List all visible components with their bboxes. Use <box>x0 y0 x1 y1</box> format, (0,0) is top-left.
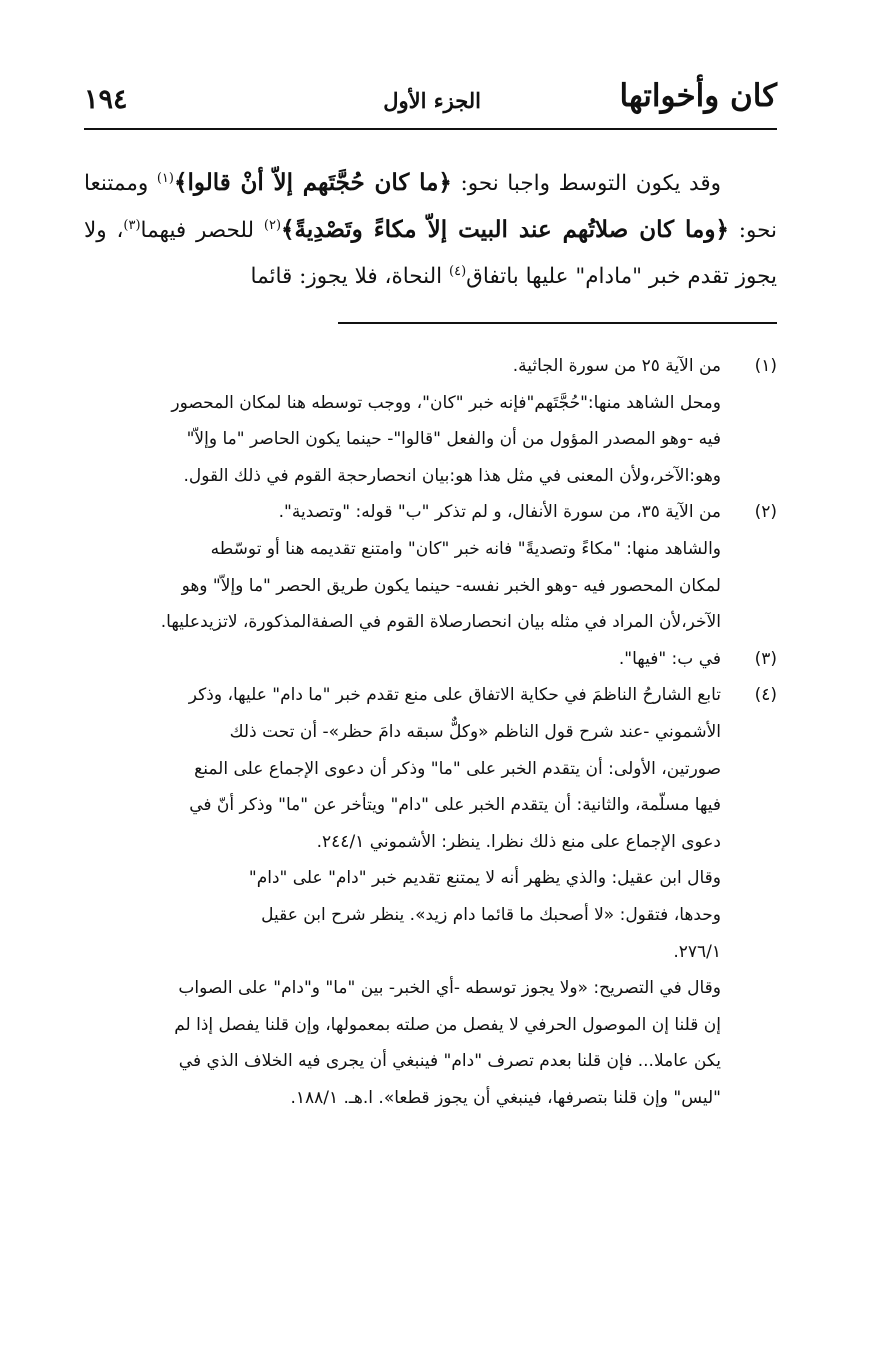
footnotes <box>80 348 777 1116</box>
footnote-line: تابع الشارحُ الناظمَ في حكاية الاتفاق على منع تقدم خبر "ما دام" عليها، وذكر <box>188 685 721 706</box>
footnote-ref-2: (٢) <box>263 217 282 233</box>
footnote-line: "ليس" وإن قلنا بتصرفها، فينبغي أن يجوز قطعا». ا.هـ. ١٨٨/١. <box>290 1087 721 1108</box>
quran-quote-1: ﴿ما كان حُجَّتَهم إلاّ أنْ قالوا﴾ <box>173 169 452 196</box>
footnote-line: إن قلنا إن الموصول الحرفي لا يفصل من صلته بمعمولها، وإن قلنا يفصل إذا لم <box>174 1014 721 1035</box>
quran-quote-2: ﴿وما كان صلاتُهم عند البيت إلاّ مكاءً وتَصْدِيةً﴾ <box>281 216 729 243</box>
main-text <box>84 160 777 300</box>
footnote-number: (٣) <box>754 648 777 669</box>
running-head <box>84 78 777 126</box>
footnote-number: (١) <box>754 356 777 376</box>
footnote-line: فيها مسلّمة، والثانية: أن يتقدم الخبر على "دام" ويتأخر عن "ما" وذكر أنّ في <box>189 795 721 816</box>
footnote-line: والشاهد منها: "مكاءً وتصديةً" فانه خبر "كان" وامتنع تقديمه هنا أو توسّطه <box>210 538 721 559</box>
chapter-title: كان وأخواتها <box>619 78 777 114</box>
part-title: الجزء الأول <box>383 88 481 113</box>
main-text-mid: وممتنعا نحو: <box>84 171 777 243</box>
main-text-after: للحصر فيهما <box>140 218 264 243</box>
footnote-line: وهو:الآخر،ولأن المعنى في مثل هذا هو:بيان انحصارحجة القوم في ذلك القول. <box>183 465 721 486</box>
footnote-line: وحدها، فتقول: «لا أصحبك ما قائما دام زيد». ينظر شرح ابن عقيل <box>261 904 721 925</box>
footnote-number: (٢) <box>754 502 777 523</box>
footnote-line: في ب: "فيها". <box>618 648 721 669</box>
footnote <box>80 677 777 1116</box>
main-paragraph <box>84 160 777 300</box>
footnote-ref-3: (٣) <box>123 217 141 233</box>
main-text-intro: وقد يكون التوسط واجبا نحو: <box>451 171 722 196</box>
header-rule <box>84 128 777 130</box>
footnote-line: فيه -وهو المصدر المؤول من أن والفعل "قالوا"- حينما يكون الحاصر "ما وإلاّ" <box>186 429 721 450</box>
footnote <box>80 348 777 494</box>
footnote-line: وقال ابن عقيل: والذي يظهر أنه لا يمتنع تقديم خبر "دام" على "دام" <box>248 868 721 889</box>
footnote-line: دعوى الإجماع على منع ذلك نظرا. ينظر: الأشموني ٢٤٤/١. <box>316 831 721 852</box>
footnote-line: من الآية ٣٥، من سورة الأنفال، و لم تذكر "ب" قوله: "وتصدية". <box>278 502 721 523</box>
footnote <box>80 641 777 678</box>
footnote-number: (٤) <box>754 685 777 706</box>
footnote-ref-4: (٤) <box>449 263 467 279</box>
footnote-line: صورتين، الأولى: أن يتقدم الخبر على "ما" وذكر أن دعوى الإجماع على المنع <box>194 758 721 779</box>
footnote-line: الآخر،لأن المراد في مثله بيان انحصارصلاة القوم في الصفةالمذكورة، لاتزيدعليها. <box>160 612 721 633</box>
footnote-line: من الآية ٢٥ من سورة الجاثية. <box>512 356 721 376</box>
footnote-line: يكن عاملا... فإن قلنا بعدم تصرف "دام" فينبغي أن يجرى فيه الخلاف الذي في <box>178 1051 721 1072</box>
footnote-line: وقال في التصريح: «ولا يجوز توسطه -أي الخبر- بين "ما" و"دام" على الصواب <box>178 978 721 999</box>
footnote <box>80 494 777 640</box>
footnote-line: ٢٧٦/١. <box>673 941 721 962</box>
footnote-separator <box>338 322 777 324</box>
footnote-ref-1: (١) <box>156 170 174 186</box>
page-number: ١٩٤ <box>84 84 128 115</box>
footnote-line: لمكان المحصور فيه -وهو الخبر نفسه- حينما يكون طريق الحصر "ما وإلاّ" وهو <box>181 575 721 596</box>
main-text-end: النحاة، فلا يجوز: قائما <box>250 264 449 289</box>
main-text-after-2: ، ولا يجوز تقدم خبر "مادام" عليها باتفاق <box>84 218 777 289</box>
footnote-line: الأشموني -عند شرح قول الناظم «وكلٌّ سبقه دامَ حظر»- أن تحت ذلك <box>229 721 721 742</box>
footnote-line: ومحل الشاهد منها:"حُجَّتَهم"فإنه خبر "كان"، ووجب توسطه هنا لمكان المحصور <box>171 392 721 413</box>
